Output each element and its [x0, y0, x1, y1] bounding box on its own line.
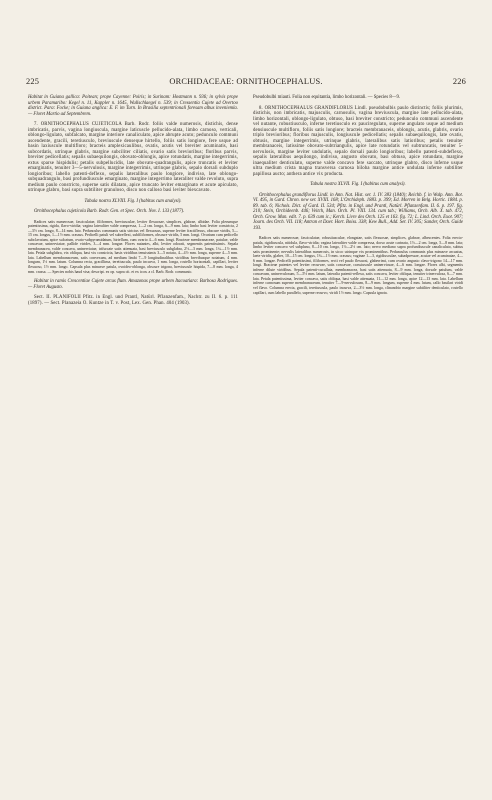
synonymy: Ornithocephalus cujeticola Barb. Rodr. Gen. et Spec. Orch. Nov. I. 133 (1877). — [34, 209, 185, 214]
running-title: ORCHIDACEAE: ORNITHOCEPHALUS. — [169, 77, 323, 86]
plate-reference-2: Tabula nostra XLVII. Fig. I (habitus cum analysi). — [310, 182, 406, 187]
section-heading: Sect. II. PLANIFOLII Pfitz. in Engl. und Prantl, Natürl. Pflanzenfam., Nachtr. zu II. 6. p. 111 (1897). — Sect. Planazeia O. Kuntze in T. v. Post, Lex. Gen. Phan. 404 (1903). — [28, 295, 238, 306]
species-description: 7. ORNITHOCEPHALUS CUJETICOLA Barb. Rodr. foliis valde numerosis, distichis, dense imbricatis, parvis, vagina longiuscula, margine laticuscle pellucido-alata, limbo carnoso, verticali, oblongo-ligulato, subfalcato, margine interiore canaliculato, apice abrupte acuto; pedunculo communi ascendente, gracili, teretiusculo, breviuscule denseque hirtello, foliis satis longiore, fere usque ad basin laxiuscule multifloro; bracteis amplexicaulibus, ovatis, acutis vel breviter acuminatis, basi subcordatis, utrinque glabris, margine subciliter ciliatis, ovario satis brevioribus; floribus parvis, breviter pedicellatis; sepalis subaequilongis, obovato-oblongis, apice rotundatis, margine integerrimis, extus sparse hispidulis; petalis subpellucidis, late obovato-quadrangulis, apice truncatis et leviter emarginatis, tenuiter 3—5-nervulosis, margine integerrimis, utrinque glabris, sepalo dorsali subduplo longioribus; labello patenti-deflexo, sepalis lateralibus paulo longiore, indiviso, late oblongo-subquadrangulo, basi profundiuscule emarginato, margine integerrimo lateraliter valde revoluto, supra medium paulo constricto, superne satis dilatato, apice truncato leviter emarginato et acute apiculato, utrinque glabro, basi supra subtiliter granuloso, disco non calloso basi leviter biexcavato. — [28, 122, 238, 193]
running-header — [26, 77, 466, 89]
species-description-2: 8. ORNITHOCEPHALUS GRANDIFLORUS Lindl. pseudobulbis paulo distinctis; foliis plurimis, distichis, non imbricatis, majusculis, carnosulis, vagina breviuscula, margine late pellucido-alata, limbo horizontali, oblongo-ligulato, obtuso, basi breviter constricto; pedunculo communi ascendente vel nutante, robustiusculo, inferne teretiusculo ex pauciregulato, superne angulato usque ad medium densiuscule multifloro, foliis satis longiore; bracteis membranaceis, oblongis, acutis, glabris, ovario triplo brevioribus; floribus majusculis, longiuscule pedicellatis; sepalis subaequilongis, late ovatis, obtusis, margine integerrimis, utrinque glabris, lateralibus satis latioribus; petalis tenuiter membranaceis, latissime obovato-subtriangulis, apice late rotundatis vel subtruncatis, tenuiter 5-nervulosis, margine leviter undulatis, sepalo dorsali paulo longioribus; labello patenti-subdeflexo, sepalis lateralibus aequilongo, indiviso, angusto obovato, basi obtuso, apice rotundato, margine inaequaliter denticulato, superne valde concavo fere saccato, utrinque glabro, disco inferne usque ultra medium crista magna transversa carnosa biloba margine antice undulata inferne subtiliter papillosa aucto; anthera antice vix producta. — [253, 105, 463, 177]
synonymy-2: Ornithocephalus grandiflorus Lindl. in Ann. Nat. Hist. ser. 1. IV. 383 (1840); Reichb. f. in Walp. Ann. Bot. VI. 495, in Gard. Chron. new ser. XVIII. 168; L'Orchideph. 1883. p. 399; Ed. Morren in Belg. Hortic. 1884. p. 89. tab. 6; Nichols. Dict. of Gard. II. 534; Pfitz. in Engl. und Prantl, Natürl. Pflanzenfam. II. 6. p. 197. fig. 210; Stein, Orchideenb. 446; Veitch, Man. Orch. Pl. VIII. 134. cum tab.; Williams, Orch. Alb. X. tab. 472, Orch. Grow. Man. edit. 7. p. 639 cum ic.; Kerch. Livre des Orch. 125 et 163. fig. 72; L. Lind. Orch. Exot. 907; Journ. des Orch. VII. 118; Antran et Daer. Hort. Boiss. 338; Kew Bull., Add. Ser. IV. 305; Sander, Orch. Guide 193. — [253, 192, 463, 231]
morphology-paragraph: Radices satis numerosae, fasciculatae, filiformes, breviusculae, leviter flexuosae, simplices, glabrae, albidae. Folia plerumque patentissima, rigida, flavo-viridia; vagina lateraliter valde compressa, 1—2 cm. longa, 6—9 mm. lata; limbo basi leviter constricta, 2—3½ cm. longo, 8—14 mm. lato. Pedunculus communis satis strictus vel flexuosus, superne leviter fractiflexus, obscure viridis, 5—15 cm. longus, 1—1½ mm. crassus. Pedicelli patuli vel subreflexi, subfiliformes, obscure viridis, 5 mm. longi. Ovarium cum pedicello subclavatum, apice sulcatum, ovato-subpyramidatum, hirtellum, cum ovario 4—6 mm. longi. Bracteae membranaceae, patulae, valde concavae, uninerviatae, pallide virides, 3—4 mm. longae. Flores nutantes, albi, leviter odorati, segmentis patentissimis. Sepala membranacea, valde concava, uninerviatae, trifurcate satis attenuata, basi breviusculo subglabra, 2½—3 mm. longa, 1¼—1½ mm. lata. Petala subglabra, vix obliqua, basi vix constricta, basis viridibus tenuissimis 3—5 notata, 4—4½ mm. longa, superne 4—5 mm. lata. Labellum membranaceum, satis convexum, ad medium limbi 7—9 longitudinalibus viridibus brevibusque notatum, 4 mm. longum, 1½ mm. latum. Columna recta, gracillima, teretiuscula, paulo incurva, 1 mm. longa, rostello horizontali, capillari, leviter flexuoso, 1½ mm. longo. Capsula plus minusve patula, ovoideo-oblonga, obscure trigona, breviuscule hispida, 7—8 mm. longa, 4 mm. crassa. — Species nobis haud visa; descript. ex op. supra cit. et ex icon. a cl. Barb. Rodr. communic. — [28, 219, 238, 274]
morphology-paragraph-2: Radices satis numerosae, fasciculatae, robustiusculae, elongatae, satis flexuosae, simplices, glabrae, albescentes. Folia erecto-patula, rigidiuscula, nitidula, flavo-viridia; vagina lateraliter valde compressa, dorso acute carinata, 1½—2 cm. longa, 5—8 mm. lata; limbo leviter concavo vel subplano, 8—10 cm. longo, 1½—2½ cm. lato; nervo mediano supra profundiuscule canaliculato, subtus satis prominente; nervulis lateralibus numerosis, in sicco utrinque vix prominentibus. Pedunculus communis plus minusve arcuatus, laete viridis, glaber, 10—15 cm. longus, 1¾—1½ mm. crassus; vaginae 1—3, rigidiusculae, subadpressae, acutae vel acuminatae, 4—6 mm. longae. Pedicelli patentissimi, filiformes, recti vel paulo flexuosi, glaberrimi, cum ovario angusto clavo-trigono 14—17 mm. longi. Bracteae patentes vel leviter recurvae, satis concavae, crassiuscule uninerviosae, 4—6 mm. longae. Flores albi, segmentis inferne dilute viridibus. Sepala patenti-cucullata, membranacea, basi satis attenuata, 8—9 mm. longa, dorsale patulum, valde concavum, uninervulosum, 5—5½ mm. latum, lateralia patenti-reflexa, satis concava, leviter obliqua, tenuiter trinervulosa, 6—7 mm. lata. Petala patentissima, leviter concava, satis obliqua, basi valde attenuata, 11—12 mm. longa, apice 12—13 mm. lata. Labellum inferne carnosum superne membranaceum, tenuiter 7—9-nervulosum, 8—9 mm. longum, superne 4 mm. latum, callo basilari viridi vel flavo. Columna erecta, gracili, teretiuscula, paulo incurva, 2—3½ mm. longa, clinandrio margine subtiliter denticulato, rostello capillari, cum labello parallelo, superne recurvo, viridi 1½ mm. longo. Capsula ignota. — [253, 236, 463, 295]
habitat-paragraph-2: Habitat in ramis Crescentiae Cujete arcus flum. Amazonas prope urbem Itacoatiara: Barbosa Rodrigues. — Floret Augusto. — [28, 279, 238, 290]
habitat-paragraph: Habitat in Guiana gallica: Poitean; prope Cayenne: Poiris; in Surinam: Hostmann n. 936; in sylvis prope urbem Paramaribo: Kegel n. 11, Kappler n. 1645, Wullschlaegel n. 539; in Cressentia Cujete ad Overtoo district. Para: Focke; in Guiana anglica: E. F. im Turn. In Brasilia septentrionali foresam albus inveniemla. — Floret Martio ad Septembrem. — [28, 95, 238, 117]
page-number-right: 226 — [452, 77, 466, 86]
left-column — [28, 95, 238, 306]
section-continuation: Pseudobulbi miauti. Folia non equitantia, limbo horizontali. — Species 8—9. — [253, 95, 401, 100]
right-column — [253, 95, 463, 295]
page-number-left: 225 — [26, 77, 40, 86]
plate-reference: Tabula nostra XLVIII. Fig. I (habitus cum analysi). — [84, 198, 182, 204]
